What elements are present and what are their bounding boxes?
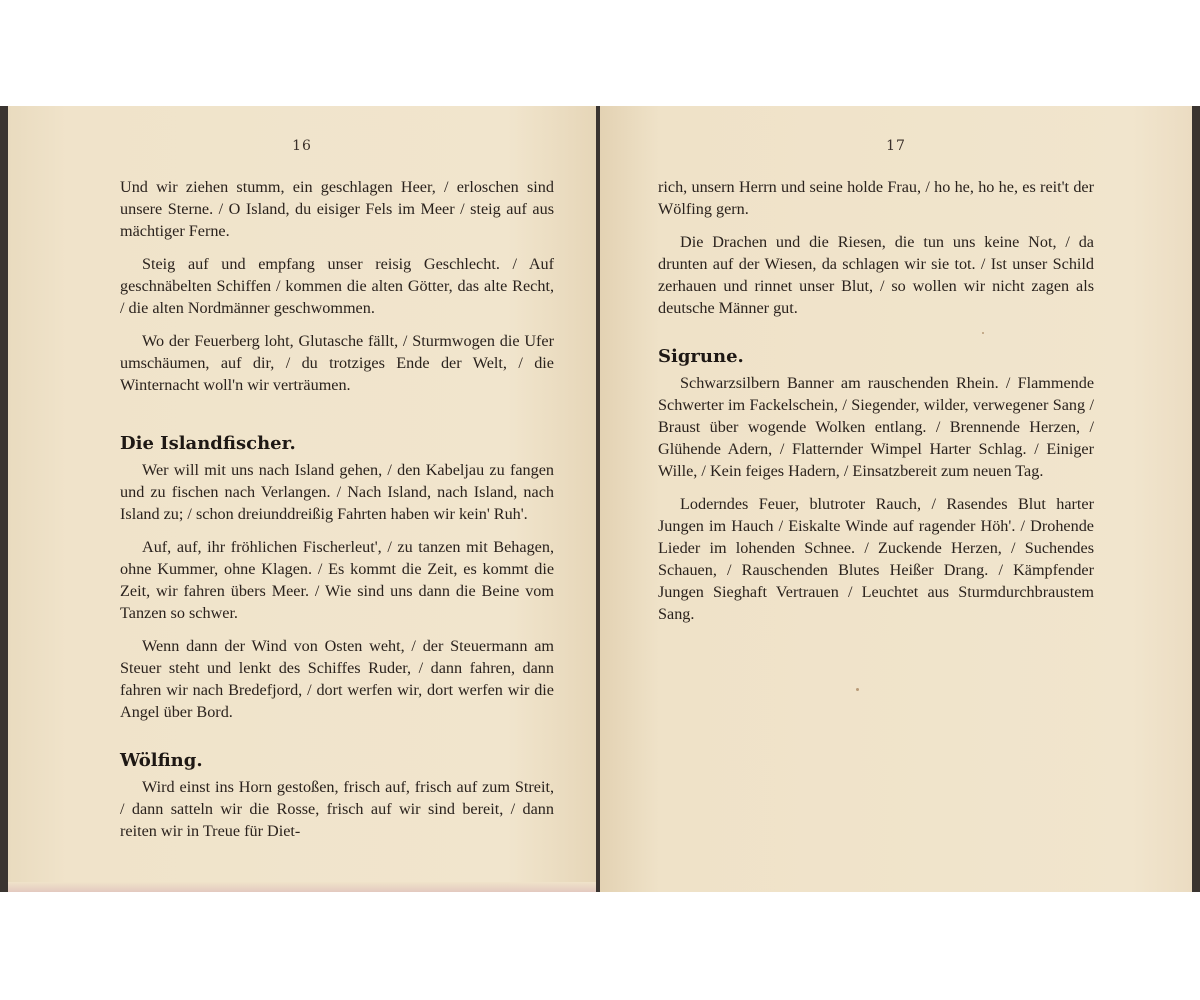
islandfischer-paragraph-3: Wenn dann der Wind von Osten weht, / der Steuermann am Steuer steht und lenkt des Schiffes Ruder, / dann fahren, dann fahren wir nach Bredefjord, / dort werfen wir, dort werfen wir die Angel über Bord. <box>120 637 554 721</box>
page-number-right: 17 <box>886 138 906 154</box>
right-page <box>600 106 1192 892</box>
right-page-text <box>658 176 1094 636</box>
islandfischer-paragraph-1: Wer will mit uns nach Island gehen, / den Kabeljau zu fangen und zu fischen nach Verlangen. / Nach Island, nach Island, nach Island zu; / schon dreiunddreißig Fahrten haben wir kein' Ruh'. <box>120 461 554 523</box>
heading-woelfing: Wölfing. <box>120 750 203 771</box>
section-gap <box>120 734 554 750</box>
woelfing-paragraph-2: Die Drachen und die Riesen, die tun uns keine Not, / da drunten auf der Wiesen, da schlagen wir sie tot. / Ist unser Schild zerhauen und rinnet unser Blut, / so wollen wir nicht zagen als deutsche Männer gut. <box>658 233 1094 317</box>
intro-paragraph-3: Wo der Feuerberg loht, Glutasche fällt, / Sturmwogen die Ufer umschäumen, auf dir, / du trotziges Ende der Welt, / die Winternacht woll'n wir verträumen. <box>120 332 554 394</box>
woelfing-continuation: rich, unsern Herrn und seine holde Frau, / ho he, ho he, es reit't der Wölfing gern. <box>658 178 1094 218</box>
sigrune-paragraph-2: Loderndes Feuer, blutroter Rauch, / Rasendes Blut harter Jungen im Hauch / Eiskalte Winde auf ragender Höh'. / Drohende Lieder im lohenden Schnee. / Zuckende Herzen, / Suchendes Schauen, / Rauschenden Blutes Heißer Drang. / Kämpfender Jungen Sieghaft Vertrauen / Leuchtet aus Sturmdurchbraustem Sang. <box>658 495 1094 623</box>
section-gap <box>120 407 554 433</box>
section-gap <box>658 330 1094 346</box>
paper-speck <box>982 332 984 334</box>
heading-islandfischer: Die Islandfischer. <box>120 433 296 454</box>
paper-speck <box>856 688 859 691</box>
page-number-left: 16 <box>292 138 312 154</box>
page-edge <box>8 882 596 892</box>
heading-sigrune: Sigrune. <box>658 346 744 367</box>
sigrune-paragraph-1: Schwarzsilbern Banner am rauschenden Rhein. / Flammende Schwerter im Fackelschein, / Siegender, wilder, verwegener Sang / Braust über wogende Wolken entlang. / Brennende Herzen, / Glühende Adern, / Flatternder Wimpel Harter Schlag. / Einiger Wille, / Kein feiges Hadern, / Einsatzbereit zum neuen Tag. <box>658 374 1094 480</box>
left-page <box>8 106 596 892</box>
woelfing-paragraph-1: Wird einst ins Horn gestoßen, frisch auf, frisch auf zum Streit, / dann satteln wir die Rosse, frisch auf wir sind bereit, / dann reiten wir in Treue für Diet- <box>120 778 554 840</box>
islandfischer-paragraph-2: Auf, auf, ihr fröhlichen Fischerleut', / zu tanzen mit Behagen, ohne Kummer, ohne Klagen. / Es kommt die Zeit, es kommt die Zeit, wir fahren übers Meer. / Wie sind uns dann die Beine vom Tanzen so schwer. <box>120 538 554 622</box>
intro-paragraph-1: Und wir ziehen stumm, ein geschlagen Heer, / erloschen sind unsere Sterne. / O Island, du eisiger Fels im Meer / steig auf aus mächtiger Ferne. <box>120 178 554 240</box>
left-page-text <box>120 176 554 853</box>
open-book <box>0 106 1200 892</box>
intro-paragraph-2: Steig auf und empfang unser reisig Geschlecht. / Auf geschnäbelten Schiffen / kommen die alten Götter, das alte Recht, / die alten Nordmänner geschwommen. <box>120 255 554 317</box>
